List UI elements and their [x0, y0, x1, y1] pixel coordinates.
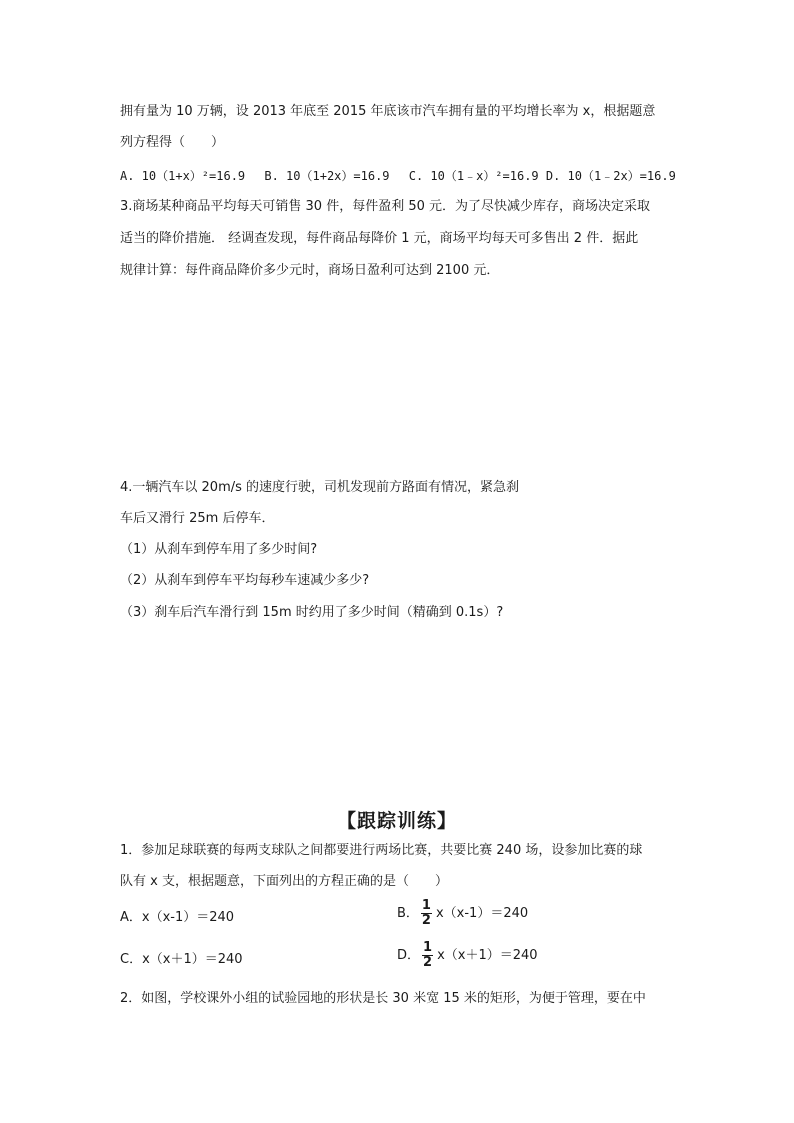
fraction-denominator: 2: [421, 913, 431, 928]
question-3-line1: 3.商场某种商品平均每天可销售 30 件，每件盈利 50 元．为了尽快减少库存，商场决定采取: [120, 199, 651, 214]
option-b-label: B．: [397, 906, 419, 921]
option-b-expression: x（x-1）＝240: [435, 906, 529, 921]
fraction-one-half: [421, 899, 432, 928]
question-2-continuation-line1: 拥有量为 10 万辆，设 2013 年底至 2015 年底该市汽车拥有量的平均增长率为 x，根据题意: [120, 104, 656, 119]
fraction-denominator: 2: [423, 955, 433, 970]
question-2-continuation-line2: 列方程得（ ）: [120, 135, 225, 150]
practice-1-line1: 1．参加足球联赛的每两支球队之间都要进行两场比赛，共要比赛 240 场，设参加比赛的球: [120, 843, 643, 858]
practice-1-option-c: C．x（x＋1）＝240: [120, 952, 243, 967]
practice-1-option-d: [397, 941, 538, 970]
question-3-line3: 规律计算：每件商品降价多少元时，商场日盈利可达到 2100 元．: [120, 263, 500, 278]
question-3-line2: 适当的降价措施． 经调查发现，每件商品每降价 1 元，商场平均每天可多售出 2 件．据此: [120, 231, 639, 246]
fraction-numerator: 1: [421, 898, 431, 913]
fraction-numerator: 1: [423, 940, 433, 955]
question-4-subquestion-3: （3）刹车后汽车滑行到 15m 时约用了多少时间（精确到 0.1s）?: [120, 605, 504, 620]
practice-1-option-b: [397, 899, 528, 928]
question-4-line1: 4.一辆汽车以 20m/s 的速度行驶，司机发现前方路面有情况，紧急刹: [120, 480, 520, 495]
section-title-tracking-practice: 【跟踪训练】: [336, 810, 457, 832]
practice-1-line2: 队有 x 支，根据题意，下面列出的方程正确的是（ ）: [120, 874, 448, 889]
question-4-subquestion-2: （2）从刹车到停车平均每秒车速减少多少?: [120, 573, 370, 588]
practice-2-line1: 2．如图，学校课外小组的试验园地的形状是长 30 米宽 15 米的矩形，为便于管理，要在中: [120, 991, 646, 1006]
fraction-one-half: [422, 941, 433, 970]
practice-1-option-a: A．x（x-1）＝240: [120, 910, 235, 925]
question-2-options: A. 10（1+x）²=16.9 B. 10（1+2x）=16.9 C. 10（1﹣x）²=16.9 D. 10（1﹣2x）=16.9: [120, 169, 676, 183]
question-4-subquestion-1: （1）从刹车到停车用了多少时间?: [120, 542, 318, 557]
question-4-line2: 车后又滑行 25m 后停车．: [120, 511, 275, 526]
option-d-label: D．: [397, 948, 421, 963]
option-d-expression: x（x＋1）＝240: [437, 948, 538, 963]
